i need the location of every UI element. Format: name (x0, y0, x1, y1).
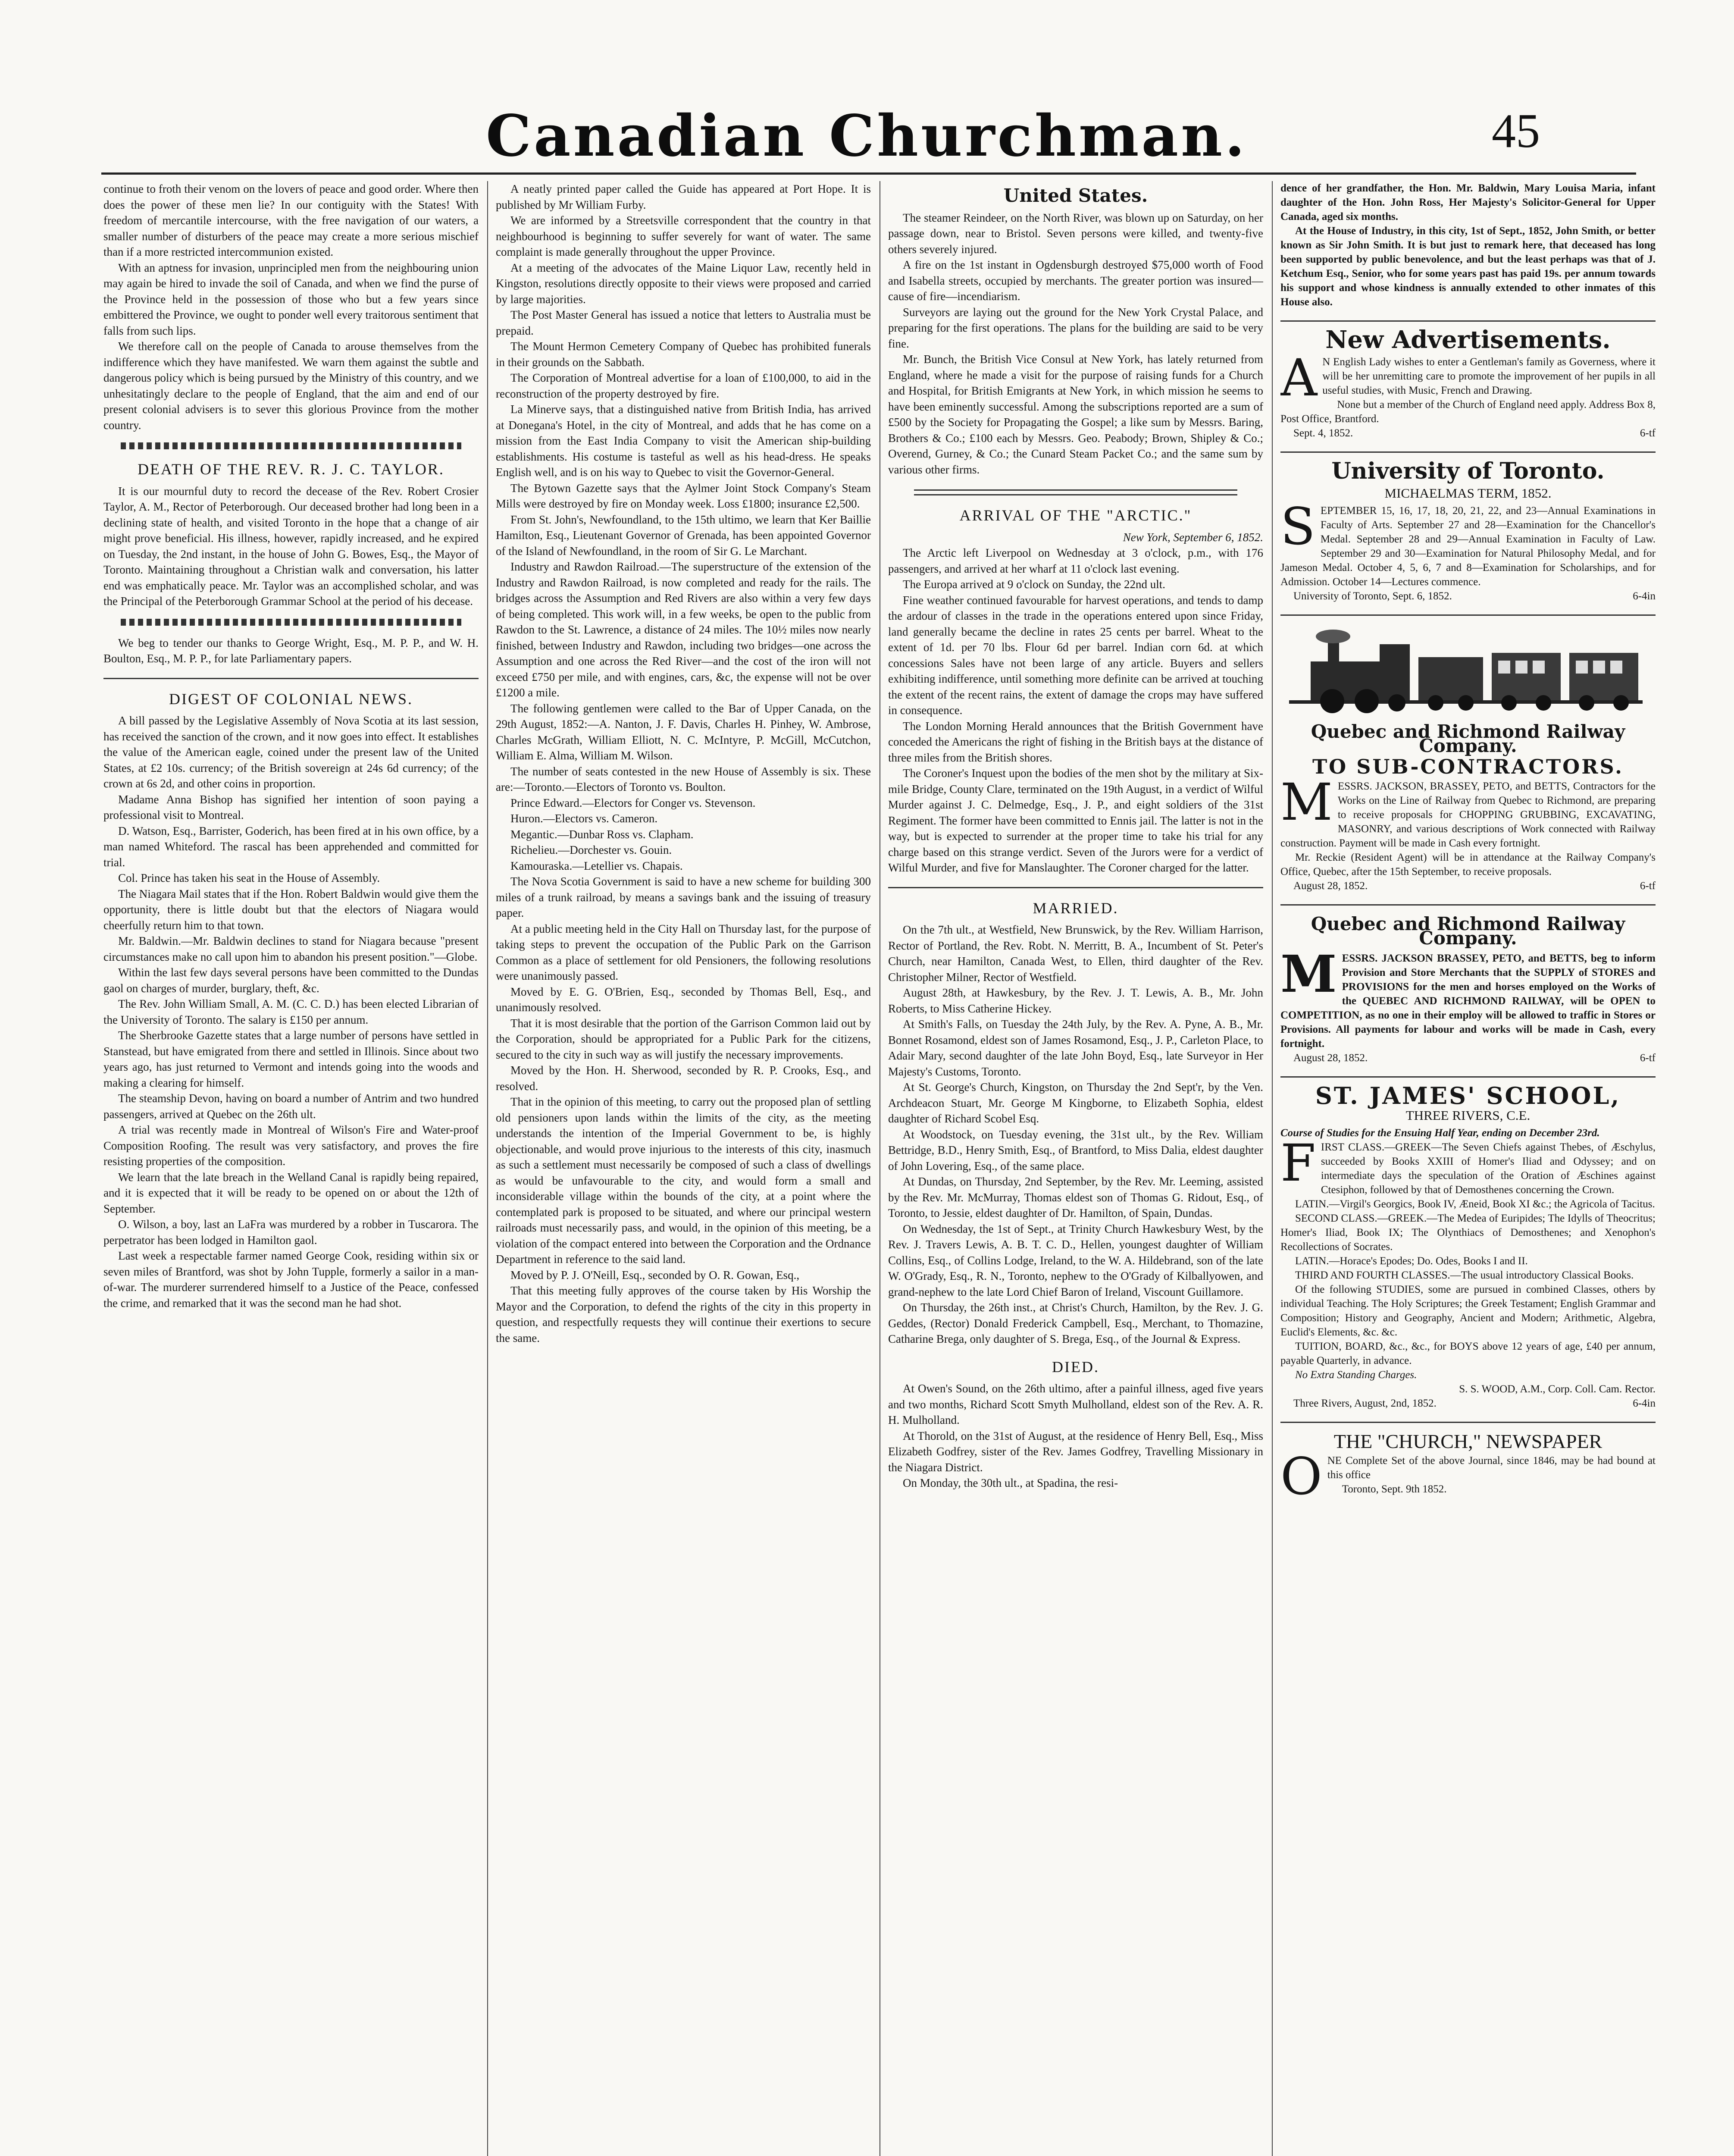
paragraph: At Woodstock, on Tuesday evening, the 31st ult., by the Rev. William Bettridge, B.D., Henry Smith, Esq., of Brantford, to Miss Dalia, eldest daughter of John Lovering, Esq., of the same place. (888, 1128, 1263, 1172)
ad-text: TUITION, BOARD, &c., &c., for BOYS above 12 years of age, £40 per annum, payable Quarterly, in advance. (1280, 1341, 1656, 1366)
paragraph: At the House of Industry, in this city, 1st of Sept., 1852, John Smith, or better known as Sir John Smith. It is but just to remark here, that deceased has long been supported by public benevolence, and but the least perhaps was that of J. Ketchum Esq., Senior, who for some years past has paid 19s. per annum towards his support and whose kindness is annually extended to other inmates of this House also. (1280, 225, 1656, 308)
paragraph: We are informed by a Streetsville correspondent that the country in that neighbourhood is beginning to suffer severely for want of water. The same complaint is made generally throughout the upper Province. (496, 214, 871, 258)
ad-text: No Extra Standing Charges. (1295, 1369, 1417, 1381)
paragraph: Richelieu.—Dorchester vs. Gouin. (510, 843, 672, 856)
ad-footer (1280, 1396, 1656, 1410)
ad-code: 6-4in (1633, 1398, 1656, 1409)
ad-signature: Toronto, Sept. 9th 1852. (1342, 1483, 1447, 1495)
ad-body: EPTEMBER 15, 16, 17, 18, 20, 21, 22, and 23—Annual Examinations in Faculty of Arts. September 27 and 28—Examination for the Chancellor's Medal. September 28 and 29—Annual Examination in Faculty of Law. September 29 and 30—Examination for Natural Philosophy Medal, and for Jameson Medal. October 4, 5, 6, 7 and 8—Examination for Scholarships, and for Admission. October 14—Lectures commence. (1280, 505, 1656, 588)
paragraph: dence of her grandfather, the Hon. Mr. Baldwin, Mary Louisa Maria, infant daughter of the Hon. John Ross, Her Majesty's Solicitor-General for Upper Canada, aged six months. (1280, 182, 1656, 222)
section-divider (121, 619, 461, 626)
paragraph: Surveyors are laying out the ground for the New York Crystal Palace, and preparing for the first operations. The plans for the building are said to be very fine. (888, 305, 1263, 350)
paragraph: On Monday, the 30th ult., at Spadina, the resi- (903, 1476, 1118, 1489)
ad-code: 6-tf (1640, 427, 1656, 439)
paragraph: A fire on the 1st instant in Ogdensburgh destroyed $75,000 worth of Food and Isabella streets, occupied by merchants. The greater portion was insured—cause of fire—incendiarism. (888, 258, 1263, 303)
paragraph: Madame Anna Bishop has signified her intention of soon paying a professional visit to Montreal. (103, 793, 479, 821)
advertisement-governess (1280, 348, 1656, 440)
ad-date: Sept. 4, 1852. (1293, 427, 1353, 439)
paragraph: The Corporation of Montreal advertise for a loan of £100,000, to aid in the reconstruction of the property destroyed by fire. (496, 371, 871, 400)
column-divider (487, 181, 488, 2156)
paragraph: The following gentlemen were called to the Bar of Upper Canada, on the 29th August, 1852:—A. Nanton, J. F. Davis, Charles H. Pinhey, W. Ambrose, Charles McGrath, William Elliott, N. C. McIntyre, P. McGill, McCutchon, William E. Alma, William M. Wilson. (496, 702, 871, 762)
paragraph: The Rev. John William Small, A. M. (C. C. D.) has been elected Librarian of the University of Toronto. The salary is £150 per annum. (103, 997, 479, 1026)
paragraph: The Niagara Mail states that if the Hon. Robert Baldwin would give them the opportunity, there is little doubt but that the electors of Niagara would cheerfully return him to that town. (103, 887, 479, 932)
paragraph: The steamer Reindeer, on the North River, was blown up on Saturday, on her passage down, near to Bristol. Seven persons were killed, and twenty-five others severely injured. (888, 211, 1263, 256)
drop-cap: O (1280, 1447, 1322, 1506)
paragraph: We learn that the late breach in the Welland Canal is rapidly being repaired, and it is expected that it will be ready to be opened on or about the 12th of September. (103, 1170, 479, 1215)
ad-footer (1280, 1051, 1656, 1065)
paragraph: A bill passed by the Legislative Assembly of Nova Scotia at its last session, has received the sanction of the crown, and it now goes into effect. It establishes the value of the American eagle, coined under the present law of the United States, at £2 10s. currency; of the British sovereign at 24s 6d currency; of the crown at 6s 2d, and other coins in proportion. (103, 714, 479, 790)
paragraph: On Thursday, the 26th inst., at Christ's Church, Hamilton, by the Rev. J. G. Geddes, (Rector) Donald Frederick Campbell, Esq., Merchant, to Thomazine, Catharine Brega, only daughter of S. Brega, Esq., of the Journal & Express. (888, 1301, 1263, 1345)
ad-place: Three Rivers, August, 2nd, 1852. (1293, 1398, 1437, 1409)
article-heading: ARRIVAL OF THE "ARCTIC." (959, 507, 1192, 524)
masthead-title: Canadian Churchman. (486, 103, 1247, 169)
paragraph: That it is most desirable that the portion of the Garrison Common laid out by the Corporation, should be appropriated for a Public Park for the citizens, secured to the city in such way as will justify the necessary improvements. (496, 1016, 871, 1061)
ad-text (1280, 348, 1656, 407)
paragraph: Last week a respectable farmer named George Cook, residing within six or seven miles of Brantford, was shot by John Tupple, formerly a sailor in a man-of-war. The murderer surrendered himself to a Justice of the Peace, confessed the crime, and remarked that it was the second man he had shot. (103, 1249, 479, 1310)
section-divider (1280, 1422, 1656, 1423)
paragraph: At St. George's Church, Kingston, on Thursday the 2nd Sept'r, by the Ven. Archdeacon Stuart, Mr. George M Kingborne, to Elizabeth Sophia, eldest daughter of Richard Scobel Esq. (888, 1081, 1263, 1125)
ad-heading: THE "CHURCH," NEWSPAPER (1333, 1430, 1603, 1452)
ad-date: August 28, 1852. (1293, 1052, 1368, 1064)
section-divider (1280, 904, 1656, 906)
ad-text: Mr. Reckie (Resident Agent) will be in attendance at the Railway Company's Office, Quebec, after the 15th September, to receive proposals. (1280, 852, 1656, 877)
paragraph: The Coroner's Inquest upon the bodies of the men shot by the military at Six-mile Bridge, County Clare, terminated on the 19th August, in a verdict of Wilful Murder against J. C. Delmedge, Esq., J. P., and eight soldiers of the 31st Regiment. The former have been committed to Ennis jail. The latter is not in the way, but is expected to surrender at the proper time to take his trial for any charge based on this strange verdict. Seven of the Jurors were for a verdict of Wilful Murder, and five for Manslaughter. The Coroner charged for the latter. (888, 767, 1263, 874)
ad-text: SECOND CLASS.—GREEK.—The Medea of Euripides; The Idylls of Theocritus; Homer's Iliad, Book IX; The Olynthiacs of Demosthenes; and Xenophon's Recollections of Socrates. (1280, 1213, 1656, 1253)
paragraph: D. Watson, Esq., Barrister, Goderich, has been fired at in his own office, by a man named Whiteford. The rascal has been apprehended and committed for trial. (103, 824, 479, 869)
section-divider (103, 678, 479, 679)
ad-date: August 28, 1852. (1293, 880, 1368, 892)
ad-footer (1280, 879, 1656, 893)
ad-body: ESSRS. JACKSON BRASSEY, PETO, and BETTS, beg to inform Provision and Store Merchants that the SUPPLY of STORES and PROVISIONS for the men and horses employed on the Works of the QUEBEC AND RICHMOND RAILWAY, will be OPEN to COMPETITION, as no one in their employ will be allowed to traffic in Stores or Provisions. All payments for labour and works will be made in Cash, every fortnight. (1280, 953, 1656, 1050)
paragraph: The Arctic left Liverpool on Wednesday at 3 o'clock, p.m., with 176 passengers, and arrived at her wharf at 11 o'clock last evening. (888, 546, 1263, 575)
paragraph: A trial was recently made in Montreal of Wilson's Fire and Water-proof Composition Roofing. The result was very satisfactory, and proves the fire resisting properties of the composition. (103, 1123, 479, 1168)
ad-heading: University of Toronto. (1331, 458, 1605, 484)
section-divider (121, 442, 461, 449)
paragraph: The Sherbrooke Gazette states that a large number of persons have settled in Stanstead, but have emigrated from there and settled in Illinois. Since about two years ago, has just returned to Vermont and intends going into the woods and making a clearing for himself. (103, 1029, 479, 1089)
drop-cap: M (1280, 944, 1337, 1004)
ad-body: IRST CLASS.—GREEK—The Seven Chiefs against Thebes, of Æschylus, succeeded by Books XXIII of Homer's Iliad and Odyssey; and on intermediate days the speculation of the Oration of Æschines against Ctesiphon, followed by that of Demosthenes concerning the Crown. (1321, 1141, 1656, 1196)
section-divider (1280, 614, 1656, 616)
column-divider (1272, 181, 1273, 2156)
paragraph: At a public meeting held in the City Hall on Thursday last, for the purpose of taking steps to prevent the occupation of the Public Park on the Garrison Common as a place of settlement for old Pensioners, the following resolutions were unanimously passed. (496, 922, 871, 982)
paragraph: A neatly printed paper called the Guide has appeared at Port Hope. It is published by Mr William Furby. (496, 182, 871, 211)
paragraph: At Smith's Falls, on Tuesday the 24th July, by the Rev. A. Pyne, A. B., Mr. Bonnet Rosamond, eldest son of James Rosamond, Esq., J. P., Carleton Place, to Adair Mary, second daughter of the late John Boyd, Esq., late Surveyor in Her Majesty's Customs, Toronto. (888, 1018, 1263, 1078)
column-1 (103, 181, 479, 2156)
paragraph: The Post Master General has issued a notice that letters to Australia must be prepaid. (496, 308, 871, 337)
paragraph: O. Wilson, a boy, last an LaFra was murdered by a robber in Tuscarora. The perpetrator has been lodged in Hamilton gaol. (103, 1218, 479, 1247)
ad-text (1280, 497, 1656, 589)
paragraph: The Mount Hermon Cemetery Company of Quebec has prohibited funerals in their grounds on the Sabbath. (496, 340, 871, 369)
ad-body: N English Lady wishes to enter a Gentleman's family as Governess, where it will be her unremitting care to promote the improvement of her pupils in all useful studies, with Music, French and Drawing. (1322, 356, 1656, 396)
dateline: New York, September 6, 1852. (1123, 530, 1263, 544)
paragraph: The Bytown Gazette says that the Aylmer Joint Stock Company's Steam Mills were destroyed by fire on Monday week. Loss £1800; insurance £2,500. (496, 481, 871, 510)
ad-subheading: THREE RIVERS, C.E. (1405, 1108, 1531, 1123)
ad-text (1280, 944, 1656, 1051)
section-heading: United States. (1003, 185, 1148, 206)
paragraph: At Thorold, on the 31st of August, at the residence of Henry Bell, Esq., Miss Elizabeth Godfrey, sister of the Rev. James Godfrey, Travelling Missionary in the Niagara District. (888, 1429, 1263, 1474)
paragraph: That this meeting fully approves of the course taken by His Worship the Mayor and the Corporation, to defend the rights of the city in this property in question, and respectfully requests they will continue their exertions to secure the same. (496, 1284, 871, 1344)
drop-cap: M (1280, 772, 1333, 832)
paragraph: We therefore call on the people of Canada to arouse themselves from the indifference which they have manifested. We warn them against the subtle and dangerous policy which is being pursued by the Ministry of this country, and we unhesitatingly declare to the people of England, that the aim and end of our present colonial advisers is to sever this glorious Province from the mother country. (103, 340, 479, 432)
section-divider (1280, 451, 1656, 453)
ad-text: Course of Studies for the Ensuing Half Year, ending on December 23rd. (1280, 1127, 1600, 1139)
section-heading: DIED. (1052, 1358, 1099, 1376)
paragraph: At Dundas, on Thursday, 2nd September, by the Rev. Mr. Leeming, assisted by the Rev. Mr. McMurray, Thomas eldest son of Thomas G. Ridout, Esq., of Toronto, to Jessie, eldest daughter of Dr. Hamilton, of Spain, Dundas. (888, 1175, 1263, 1219)
ad-subheading: MICHAELMAS TERM, 1852. (1384, 486, 1552, 501)
ad-heading: ST. JAMES' SCHOOL, (1315, 1082, 1621, 1109)
column-2 (496, 181, 871, 2156)
section-heading: MARRIED. (1033, 899, 1119, 917)
paragraph: On Wednesday, the 1st of Sept., at Trinity Church Hawkesbury West, by the Rev. J. Travers Lewis, A. B. T. C. D., Hellen, youngest daughter of William Collins, Esq., of Collins Lodge, Ireland, to the W. A. Hildebrand, son of the late W. O'Grady, Esq., R. N., Toronto, nephew to the O'Grady of Kilballyowen, and grand-nephew to the late Lord Chief Baron of Ireland, Viscount Guillamore. (888, 1222, 1263, 1298)
advertisement-church-newspaper (1280, 1430, 1656, 1506)
paragraph: Col. Prince has taken his seat in the House of Assembly. (118, 871, 380, 884)
paragraph: We beg to tender our thanks to George Wright, Esq., M. P. P., and W. H. Boulton, Esq., M. P. P., for late Parliamentary papers. (103, 636, 479, 665)
paragraph: Moved by the Hon. H. Sherwood, seconded by R. P. Crooks, Esq., and resolved. (496, 1064, 871, 1093)
paragraph: That in the opinion of this meeting, to carry out the proposed plan of settling old pensioners upon lands within the limits of the city, as the meeting understands the intention of the Imperial Government to be, is highly objectionable, and would prove injurious to the interests of this city, inasmuch as such a settlement must necessarily be composed of such a class of dwellings as would be unfavourable to the city, and would form a small and inconsiderable village within the bounds of the city, at a point where the contemplated park is proposed to be situated, and where our principal western railroads must necessarily pass, and would, in the opinion of this meeting, be a violation of the compact entered into between the Corporation and the Ordnance Department in reference to the said land. (496, 1095, 871, 1266)
paragraph: Prince Edward.—Electors for Conger vs. Stevenson. (510, 796, 756, 809)
ad-text (1280, 772, 1656, 850)
article-heading: DIGEST OF COLONIAL NEWS. (169, 690, 413, 708)
column-3 (888, 181, 1263, 2156)
article-heading: DEATH OF THE REV. R. J. C. TAYLOR. (138, 461, 444, 478)
advertisement-university (1280, 458, 1656, 603)
paragraph: It is our mournful duty to record the decease of the Rev. Robert Crosier Taylor, A. M., Rector of Peterborough. Our deceased brother had long been in a declining state of health, and visited Toronto in the hope that a change of air might prove beneficial. His illness, however, rapidly increased, and he expired on Tuesday, the 2nd instant, in the house of John G. Bowes, Esq., the Mayor of Toronto. Maintaining throughout a Christian walk and conversation, his latter end was emphatically peace. Mr. Taylor was an accomplished scholar, and was the Principal of the Peterborough Grammar School at the period of his decease. (103, 484, 479, 608)
paragraph: continue to froth their venom on the lovers of peace and good order. Where then does the power of these men lie? In our contiguity with the States! With freedom of mercantile intercourse, with the free navigation of our waters, a smaller number of disturbers of the peace may create a more serious mischief than if a more restricted intercommunion existed. (103, 182, 479, 258)
ad-heading: Quebec and Richmond Railway Company. (1311, 721, 1625, 756)
advertisement-school (1280, 1082, 1656, 1410)
paragraph: August 28th, at Hawkesbury, by the Rev. J. T. Lewis, A. B., Mr. John Roberts, to Miss Catherine Hickey. (888, 986, 1263, 1015)
paragraph: From St. John's, Newfoundland, to the 15th ultimo, we learn that Ker Baillie Hamilton, Esq., Lieutenant Governor of Grenada, has been appointed Governor of the Island of Newfoundland, in the room of Sir G. Le Marchant. (496, 513, 871, 558)
ad-text: THIRD AND FOURTH CLASSES.—The usual introductory Classical Books. (1295, 1269, 1634, 1281)
paragraph: Megantic.—Dunbar Ross vs. Clapham. (510, 827, 694, 841)
ad-body: ESSRS. JACKSON, BRASSEY, PETO, and BETTS, Contractors for the Works on the Line of Railway from Quebec to Richmond, are preparing to receive proposals for CHOPPING GRUBBING, EXCAVATING, MASONRY, and various descriptions of Work connected with Railway construction. Payment will be made in Cash every fortnight. (1280, 780, 1656, 849)
section-heading: New Advertisements. (1325, 326, 1611, 354)
paragraph: Kamouraska.—Letellier vs. Chapais. (510, 859, 683, 872)
paragraph: La Minerve says, that a distinguished native from British India, has arrived at Donegana's Hotel, in the city of Montreal, and adds that he has come on a mission from the East India Company to visit the American ship-building establishments. His costume is tasteful as well as his head-dress. He speaks English well, and is on his way to Quebec to visit the Governor-General. (496, 403, 871, 479)
paragraph: The steamship Devon, having on board a number of Antrim and two hundred passengers, arrived at Quebec on the 26th ult. (103, 1092, 479, 1121)
paragraph: At a meeting of the advocates of the Maine Liquor Law, recently held in Kingston, resolutions directly opposite to their views were proposed and carried by large majorities. (496, 261, 871, 306)
advertisement-subcontractors (1280, 721, 1656, 893)
ad-text: LATIN.—Virgil's Georgics, Book IV, Æneid, Book XI &c.; the Agricola of Tacitus. (1295, 1198, 1655, 1210)
ad-code: 6-4in (1633, 590, 1656, 602)
ad-subheading: TO SUB-CONTRACTORS. (1312, 755, 1624, 778)
ad-body: NE Complete Set of the above Journal, since 1846, may be had bound at this office (1327, 1455, 1656, 1481)
section-divider (888, 887, 1263, 888)
paragraph: The number of seats contested in the new House of Assembly is six. These are:—Toronto.—Electors of Toronto vs. Boulton. (496, 765, 871, 793)
ad-signature: University of Toronto, Sept. 6, 1852. (1293, 590, 1452, 602)
drop-cap: A (1280, 348, 1318, 407)
ad-footer (1280, 426, 1656, 440)
paragraph: Huron.—Electors vs. Cameron. (510, 812, 658, 825)
section-divider (914, 489, 1237, 495)
ad-text: Of the following STUDIES, some are pursued in combined Classes, others by individual Teaching. The Holy Scriptures; the Greek Testament; English Grammar and Composition; History and Geography, Ancient and Modern; Arithmetic, Algebra, Euclid's Elements, &c. &c. (1280, 1284, 1656, 1338)
paragraph: The Europa arrived at 9 o'clock on Sunday, the 22nd ult. (903, 578, 1165, 591)
ad-text: None but a member of the Church of England need apply. Address Box 8, Post Office, Brantford. (1280, 399, 1656, 425)
ad-footer (1280, 589, 1656, 603)
paragraph: The London Morning Herald announces that the British Government have conceded the Americans the right of fishing in the British bays at the distance of three miles from the British shores. (888, 719, 1263, 764)
page-number: 45 (1492, 104, 1540, 158)
advertisement-provisions (1280, 913, 1656, 1065)
ad-heading: Quebec and Richmond Railway Company. (1311, 913, 1625, 949)
paragraph: Mr. Baldwin.—Mr. Baldwin declines to stand for Niagara because "present circumstances make no call upon him to abandon his present position."—Globe. (103, 934, 479, 963)
ad-code: 6-tf (1640, 880, 1656, 892)
masthead-rule (101, 172, 1636, 175)
paragraph: With an aptness for invasion, unprincipled men from the neighbouring union may again be hired to invade the soil of Canada, and when we find the purse of the Province held in the possession of those who but a few years since embittered the Province, we ought to ponder well every traitorous sentiment that falls from such lips. (103, 261, 479, 337)
drop-cap: S (1280, 497, 1315, 556)
drop-cap: F (1280, 1133, 1316, 1193)
paragraph: Within the last few days several persons have been committed to the Dundas gaol on charges of murder, burglary, theft, &c. (103, 966, 479, 995)
paragraph: Fine weather continued favourable for harvest operations, and tends to damp the ardour of classes in the trade in the operations entered upon since Friday, land generally became the decline in rates 25 cents per barrel. Wheat to the extent of 1d. per 70 lbs. Flour 6d per barrel. Indian corn 6d. at which concessions Sales have not been large of any article. Buyers and sellers exhibiting indifference, until something more definite can be arrived at touching the extent of the recent rains, the extent of damage the crops may have suffered in consequence. (888, 593, 1263, 717)
section-divider (1280, 1076, 1656, 1078)
paragraph: Moved by P. J. O'Neill, Esq., seconded by O. R. Gowan, Esq., (510, 1268, 800, 1282)
ad-signature: S. S. WOOD, A.M., Corp. Coll. Cam. Rector. (1459, 1383, 1656, 1395)
paragraph: The Nova Scotia Government is said to have a new scheme for building 300 miles of a trunk railroad, by means a savings bank and the issuing of treasury paper. (496, 875, 871, 919)
paragraph: At Owen's Sound, on the 26th ultimo, after a painful illness, aged five years and two months, Richard Scott Smyth Mulholland, eldest son of the Rev. A. R. H. Mulholland. (888, 1382, 1263, 1426)
section-divider (1280, 320, 1656, 322)
paragraph: Moved by E. G. O'Brien, Esq., seconded by Thomas Bell, Esq., and unanimously resolved. (496, 985, 871, 1014)
paragraph: Mr. Bunch, the British Vice Consul at New York, has lately returned from England, where he made a visit for the purpose of raising funds for a Church and Hospital, for British Emigrants at New York, in which mission he seems to have been eminently successful. Among the subscriptions reported are a sum of £500 by the Society for Propagating the Gospel; a like sum by Messrs. Baring, Brothers & Co.; £100 each by Messrs. Geo. Peabody; Brown, Shipley & Co.; Overend, Gurney, & Co.; the Cunard Steam Packet Co.; and the same sum by various other firms. (888, 353, 1263, 476)
paragraph: Industry and Rawdon Railroad.—The superstructure of the extension of the Industry and Rawdon Railroad, is now completed and ready for the rails. The bridges across the Assumption and Red Rivers are also within a very few days of being completed. This work will, in a few weeks, be open to the public from Rawdon to the St. Lawrence, a distance of 24 miles. The 10½ miles now nearly finished, between Industry and Rawdon, including two bridges—one across the Assumption and one across the Red River—and the cost of the iron will not exceed £750 per mile, and with engines, cars, &c, the expense will not be over £1200 a mile. (496, 560, 871, 699)
ad-text: LATIN.—Horace's Epodes; Do. Odes, Books I and II. (1295, 1255, 1528, 1267)
ad-code: 6-tf (1640, 1052, 1656, 1064)
paragraph: On the 7th ult., at Westfield, New Brunswick, by the Rev. William Harrison, Rector of Portland, the Rev. Robt. N. Merritt, B. A., Incumbent of St. Peter's Church, near Hamilton, Canada West, to Ellen, third daughter of the Rev. Christopher Milner, Rector of Westfield. (888, 923, 1263, 984)
locomotive-illustration (1280, 627, 1656, 718)
column-4 (1280, 181, 1656, 2156)
